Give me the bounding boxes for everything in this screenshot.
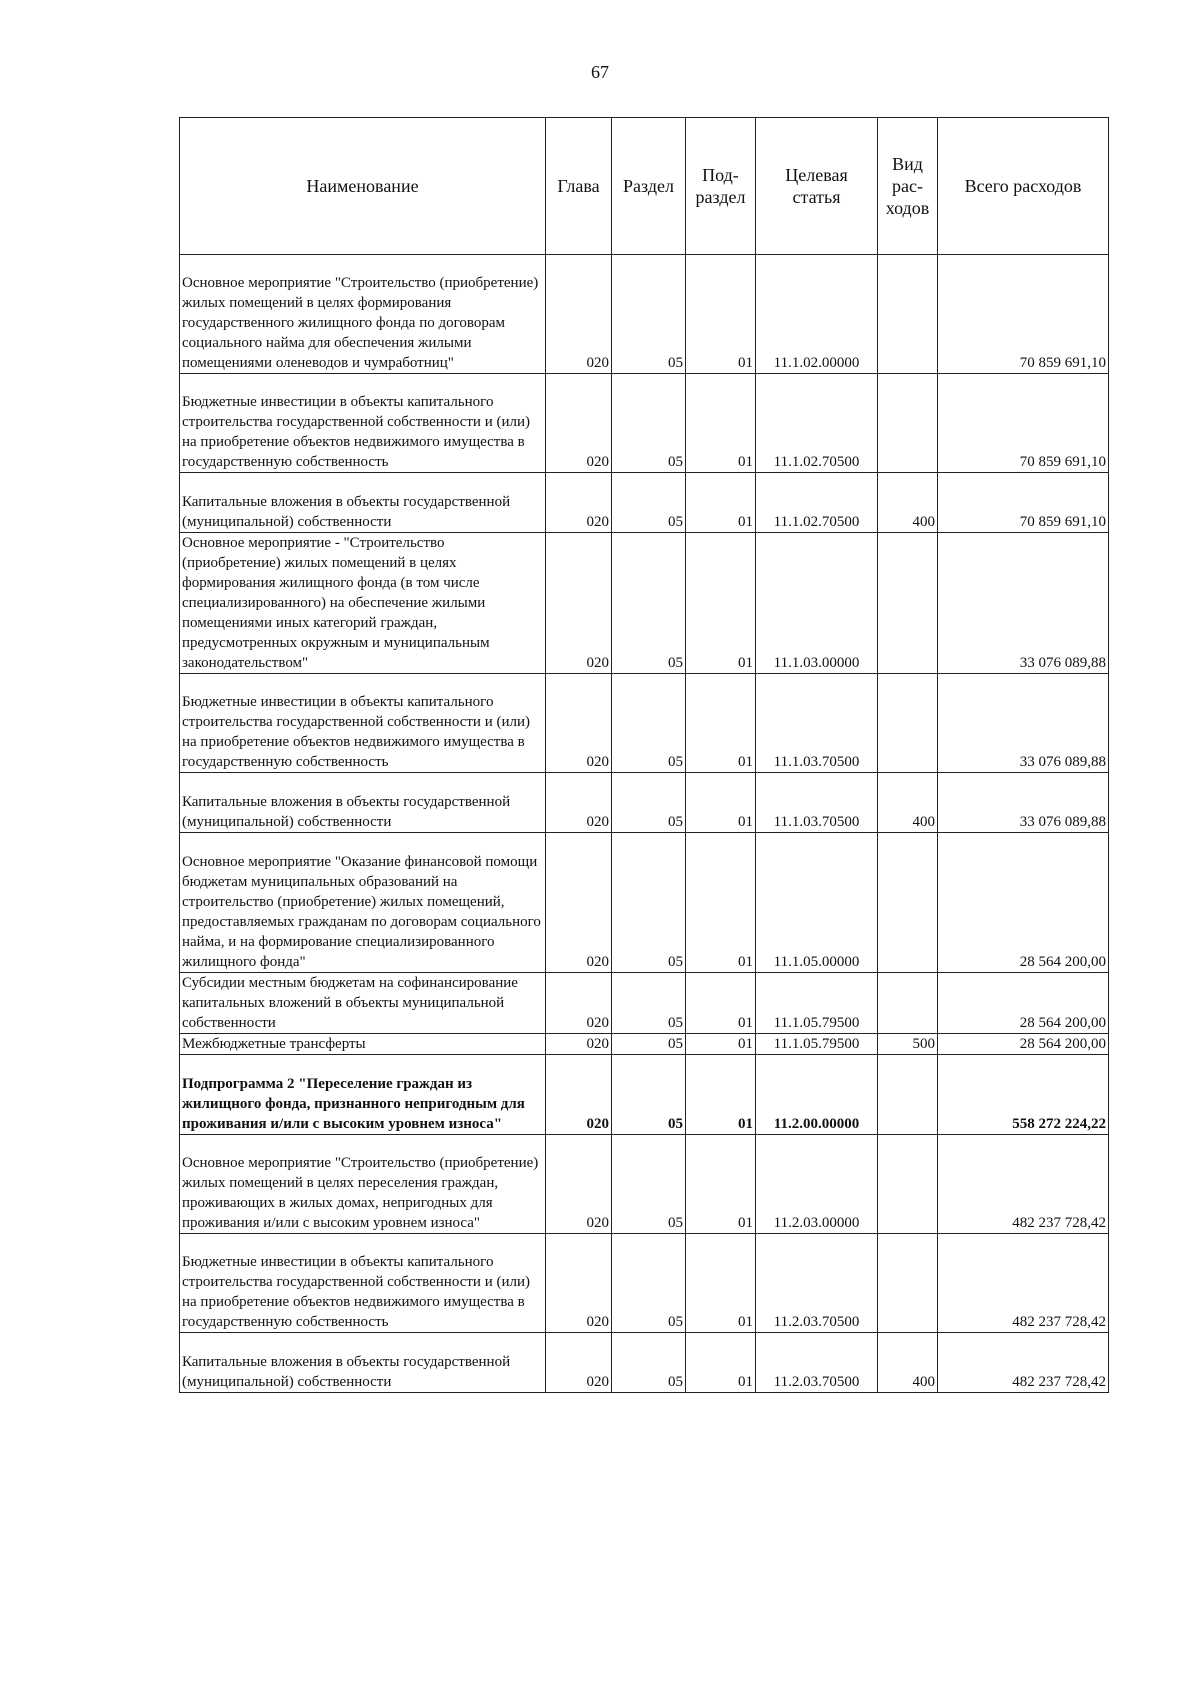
header-vid: Вид рас- ходов — [878, 118, 938, 255]
header-razdel: Раздел — [612, 118, 686, 255]
cell-total: 70 859 691,10 — [938, 255, 1109, 374]
cell-target: 11.2.03.70500 — [756, 1234, 878, 1333]
cell-glava: 020 — [546, 374, 612, 473]
cell-glava: 020 — [546, 1034, 612, 1055]
cell-podrazdel: 01 — [686, 1333, 756, 1393]
table-row — [180, 255, 1109, 374]
cell-name: Субсидии местным бюджетам на софинансирование капитальных вложений в объекты муниципальной собственности — [180, 973, 546, 1034]
table-row — [180, 674, 1109, 773]
table-row — [180, 1034, 1109, 1055]
cell-glava: 020 — [546, 255, 612, 374]
cell-name: Бюджетные инвестиции в объекты капитального строительства государственной собственности и (или) на приобретение объектов недвижимого имущества в государственную собственность — [180, 1234, 546, 1333]
cell-vid: 400 — [878, 773, 938, 833]
header-glava: Глава — [546, 118, 612, 255]
cell-glava: 020 — [546, 1234, 612, 1333]
cell-razdel: 05 — [612, 1234, 686, 1333]
cell-podrazdel: 01 — [686, 1034, 756, 1055]
cell-podrazdel: 01 — [686, 973, 756, 1034]
table-row — [180, 1055, 1109, 1135]
cell-target: 11.1.05.79500 — [756, 973, 878, 1034]
cell-glava: 020 — [546, 973, 612, 1034]
cell-total: 558 272 224,22 — [938, 1055, 1109, 1135]
table-row — [180, 473, 1109, 533]
table-row — [180, 1333, 1109, 1393]
table-row — [180, 1234, 1109, 1333]
cell-name: Бюджетные инвестиции в объекты капитального строительства государственной собственности и (или) на приобретение объектов недвижимого имущества в государственную собственность — [180, 374, 546, 473]
cell-target: 11.2.03.70500 — [756, 1333, 878, 1393]
cell-total: 482 237 728,42 — [938, 1333, 1109, 1393]
cell-razdel: 05 — [612, 533, 686, 674]
cell-total: 33 076 089,88 — [938, 773, 1109, 833]
cell-name: Капитальные вложения в объекты государственной (муниципальной) собственности — [180, 1333, 546, 1393]
header-target: Целевая статья — [756, 118, 878, 255]
cell-vid — [878, 533, 938, 674]
cell-vid — [878, 973, 938, 1034]
cell-podrazdel: 01 — [686, 1055, 756, 1135]
cell-target: 11.1.02.70500 — [756, 374, 878, 473]
cell-podrazdel: 01 — [686, 255, 756, 374]
cell-name: Капитальные вложения в объекты государственной (муниципальной) собственности — [180, 773, 546, 833]
cell-total: 482 237 728,42 — [938, 1234, 1109, 1333]
table-row — [180, 533, 1109, 674]
cell-target: 11.2.03.00000 — [756, 1135, 878, 1234]
cell-target: 11.1.03.70500 — [756, 773, 878, 833]
cell-razdel: 05 — [612, 674, 686, 773]
cell-target: 11.1.05.00000 — [756, 833, 878, 973]
cell-glava: 020 — [546, 533, 612, 674]
cell-razdel: 05 — [612, 1135, 686, 1234]
cell-podrazdel: 01 — [686, 374, 756, 473]
table-row — [180, 773, 1109, 833]
cell-podrazdel: 01 — [686, 1234, 756, 1333]
cell-total: 33 076 089,88 — [938, 674, 1109, 773]
cell-razdel: 05 — [612, 833, 686, 973]
cell-vid — [878, 1135, 938, 1234]
cell-vid: 400 — [878, 1333, 938, 1393]
cell-name: Основное мероприятие - "Строительство (приобретение) жилых помещений в целях формирования жилищного фонда (в том числе специализированного) на обеспечение жилыми помещениями иных категорий граждан, предусмотренных окружным и муниципальным законодательством" — [180, 533, 546, 674]
cell-glava: 020 — [546, 1135, 612, 1234]
page-number: 67 — [591, 62, 609, 82]
cell-target: 11.1.03.00000 — [756, 533, 878, 674]
table-row — [180, 1135, 1109, 1234]
cell-razdel: 05 — [612, 1055, 686, 1135]
cell-name: Основное мероприятие "Оказание финансовой помощи бюджетам муниципальных образований на строительство (приобретение) жилых помещений, предоставляемых гражданам по договорам социального найма, и на формирование специализированного жилищного фонда" — [180, 833, 546, 973]
cell-vid: 400 — [878, 473, 938, 533]
cell-razdel: 05 — [612, 255, 686, 374]
budget-table — [179, 117, 1109, 1393]
cell-target: 11.1.05.79500 — [756, 1034, 878, 1055]
cell-podrazdel: 01 — [686, 533, 756, 674]
table-row — [180, 973, 1109, 1034]
header-podrazdel: Под- раздел — [686, 118, 756, 255]
cell-razdel: 05 — [612, 1034, 686, 1055]
cell-razdel: 05 — [612, 973, 686, 1034]
cell-vid — [878, 674, 938, 773]
table-row — [180, 374, 1109, 473]
cell-target: 11.2.00.00000 — [756, 1055, 878, 1135]
cell-glava: 020 — [546, 473, 612, 533]
cell-glava: 020 — [546, 674, 612, 773]
cell-podrazdel: 01 — [686, 473, 756, 533]
header-total: Всего расходов — [938, 118, 1109, 255]
cell-total: 70 859 691,10 — [938, 374, 1109, 473]
cell-podrazdel: 01 — [686, 833, 756, 973]
cell-podrazdel: 01 — [686, 674, 756, 773]
cell-razdel: 05 — [612, 473, 686, 533]
cell-total: 70 859 691,10 — [938, 473, 1109, 533]
cell-podrazdel: 01 — [686, 1135, 756, 1234]
cell-glava: 020 — [546, 773, 612, 833]
cell-name: Подпрограмма 2 "Переселение граждан из жилищного фонда, признанного непригодным для проживания и/или с высоким уровнем износа" — [180, 1055, 546, 1135]
cell-name: Бюджетные инвестиции в объекты капитального строительства государственной собственности и (или) на приобретение объектов недвижимого имущества в государственную собственность — [180, 674, 546, 773]
cell-vid — [878, 374, 938, 473]
cell-vid — [878, 1234, 938, 1333]
cell-name: Основное мероприятие "Строительство (приобретение) жилых помещений в целях формирования государственного жилищного фонда по договорам социального найма для обеспечения жилыми помещениями оленеводов и чумработниц" — [180, 255, 546, 374]
cell-total: 28 564 200,00 — [938, 1034, 1109, 1055]
cell-glava: 020 — [546, 833, 612, 973]
cell-vid — [878, 255, 938, 374]
header-name: Наименование — [180, 118, 546, 255]
cell-total: 33 076 089,88 — [938, 533, 1109, 674]
cell-razdel: 05 — [612, 374, 686, 473]
cell-podrazdel: 01 — [686, 773, 756, 833]
table-header-row — [180, 118, 1109, 255]
cell-vid — [878, 1055, 938, 1135]
cell-glava: 020 — [546, 1333, 612, 1393]
cell-name: Основное мероприятие "Строительство (приобретение) жилых помещений в целях переселения граждан, проживающих в жилых домах, непригодных для проживания и/или с высоким уровнем износа" — [180, 1135, 546, 1234]
cell-name: Капитальные вложения в объекты государственной (муниципальной) собственности — [180, 473, 546, 533]
cell-glava: 020 — [546, 1055, 612, 1135]
cell-target: 11.1.03.70500 — [756, 674, 878, 773]
cell-name: Межбюджетные трансферты — [180, 1034, 546, 1055]
cell-total: 482 237 728,42 — [938, 1135, 1109, 1234]
table-row — [180, 833, 1109, 973]
cell-razdel: 05 — [612, 773, 686, 833]
cell-vid: 500 — [878, 1034, 938, 1055]
cell-total: 28 564 200,00 — [938, 973, 1109, 1034]
cell-target: 11.1.02.70500 — [756, 473, 878, 533]
cell-vid — [878, 833, 938, 973]
cell-target: 11.1.02.00000 — [756, 255, 878, 374]
cell-total: 28 564 200,00 — [938, 833, 1109, 973]
cell-razdel: 05 — [612, 1333, 686, 1393]
